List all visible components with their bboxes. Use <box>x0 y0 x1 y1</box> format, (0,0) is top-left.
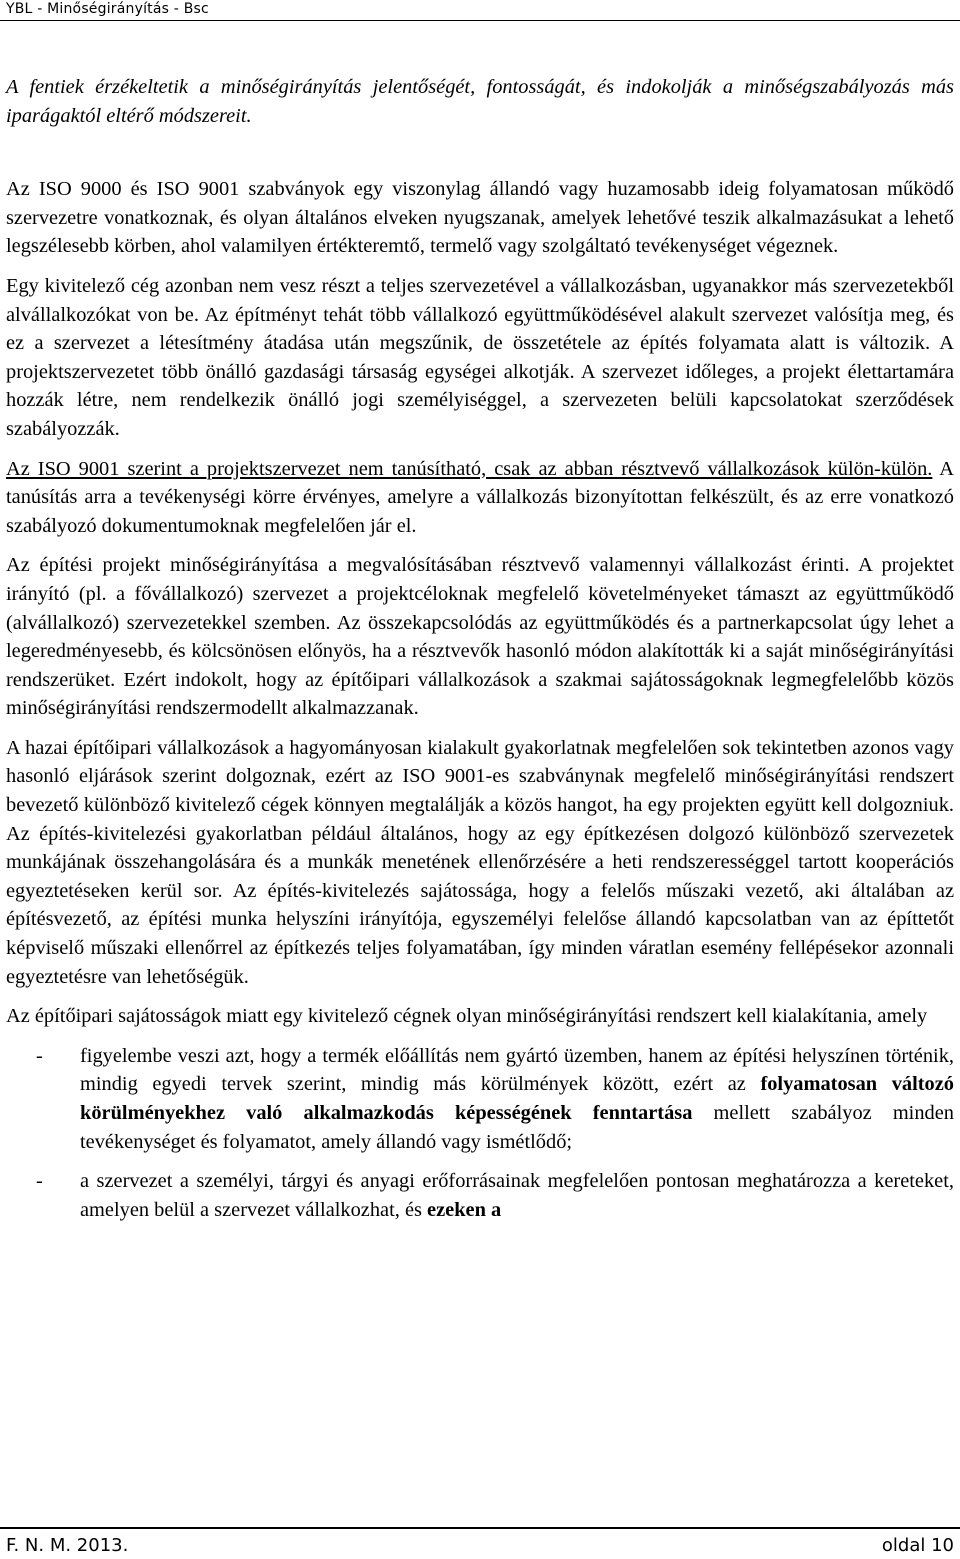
paragraph-requirements-intro: Az építőipari sajátosságok miatt egy kivitelező cégnek olyan minőségirányítási rendszert kell kialakítania, amely <box>6 1005 928 1028</box>
list-item-emphasis: ezeken a <box>427 1198 502 1221</box>
intro-paragraph: A fentiek érzékeltetik a minőségirányítás jelentőségét, fontosságát, és indokolják a minőségszabályozás más iparágaktól eltérő módszereit. <box>6 76 954 127</box>
list-item-emphasis: folyamatosan változó körülményekhez való alkalmazkodás képességének fenntartása <box>80 1073 954 1124</box>
paragraph-iso-scope: Az ISO 9000 és ISO 9001 szabványok egy viszonylag állandó vagy huzamosabb ideig folyamatosan működő szervezetre vonatkoznak, és olyan általános elveken nyugszanak, amelyek lehetővé teszik alkalmazásukat a lehető legszélesebb körben, ahol valamilyen értékteremtő, termelő vagy szolgáltató tevékenységet végeznek. <box>6 178 954 258</box>
paragraph-project-organization: Egy kivitelező cég azonban nem vesz részt a teljes szervezetével a vállalkozásban, ugyanakkor más szervezetekből alvállalkozókat von be. Az építményt tehát több vállalkozó együttműködésével alakult szervezet valósítja meg, és ez a szervezet a létesítmény átadása után megszűnik, de összetétele az építés folyamata alatt is változik. A projektszervezetet több önálló gazdasági társaság egységei alkotják. A szervezet időleges, a projekt élettartamára hozzák létre, nem rendelkezik önálló jogi személyiséggel, a szervezeten belüli kapcsolatokat szerződések szabályozzák. <box>6 274 954 440</box>
paragraph-project-quality: Az építési projekt minőségirányítása a megvalósításában résztvevő valamennyi vállalkozást érinti. A projektet irányító (pl. a fővállalkozó) szervezet a projektcéloknak megfelelő követelményeket támaszt az együttműködő (alvállalkozó) szervezetekkel szemben. Az összekapcsolódás az együttműködés és a partnerkapcsolat úgy lehet a legeredményesebb, és kölcsönösen előnyös, ha a résztvevők hasonló módon alakították ki a saját minőségirányítási rendszerüket. Ezért indokolt, hogy az építőipari vállalkozások a szakmai sajátosságoknak legmegfelelőbb közös minőségirányítási rendszermodellt alkalmazzanak. <box>6 554 954 720</box>
footer-author-year: F. N. M. 2013. <box>6 1535 129 1556</box>
page-number: oldal 10 <box>881 1535 954 1556</box>
list-item <box>6 1042 954 1156</box>
document-body <box>6 73 954 1235</box>
list-dash: - <box>36 1170 43 1193</box>
running-header: YBL - Minőségirányítás - Bsc <box>6 1 209 17</box>
list-item <box>6 1167 954 1224</box>
header-divider <box>0 20 960 21</box>
paragraph-certification <box>6 455 954 541</box>
list-dash: - <box>36 1044 43 1067</box>
footer-divider <box>0 1527 960 1529</box>
requirements-list <box>6 1042 954 1225</box>
underlined-statement: Az ISO 9001 szerint a projektszervezet nem tanúsítható, csak az abban résztvevő vállalkozások külön-külön. <box>6 457 933 480</box>
list-item-text: figyelembe veszi azt, hogy a termék előállítás nem gyártó üzemben, hanem az építési helyszínen történik, mindig egyedi tervek szerint, mindig más körülmények között, ezért az <box>80 1044 954 1096</box>
list-item-text: a szervezet a személyi, tárgyi és anyagi erőforrásainak megfelelően pontosan meghatározza a kereteket, amelyen belül a szervezet vállalkozhat, és <box>80 1170 954 1221</box>
certification-text: A tanúsítás arra a tevékenységi körre érvényes, amelyre a vállalkozás bizonyítottan felkészült, és az erre vonatkozó szabályozó dokumentumoknak megfelelően jár el. <box>6 457 954 537</box>
paragraph-domestic-practice: A hazai építőipari vállalkozások a hagyományosan kialakult gyakorlatnak megfelelően sok tekintetben azonos vagy hasonló eljárások szerint dolgoznak, ezért az ISO 9001-es szabványnak megfelelő minőségirányítási rendszert bevezető különböző kivitelező cégek könnyen megtalálják a közös hangot, ha egy projekten együtt kell dolgozniuk. Az építés-kivitelezési gyakorlatban például általános, hogy az egy építkezésen dolgozó különböző szervezetek munkájának összehangolására és a munkák menetének ellenőrzésére a heti rendszerességgel tartott kooperációs egyeztetéseken kerül sor. Az építés-kivitelezés sajátossága, hogy a felelős műszaki vezető, aki általában az építésvezető, az építési munka helyszíni irányítója, egyszemélyi felelőse állandó kapcsolatban van az építtetőt képviselő műszaki ellenőrrel az építkezés teljes folyamatában, így minden váratlan esemény fellépésekor azonnali egyeztetésre van lehetőségük. <box>6 736 954 988</box>
list-item-text: mellett szabályoz minden tevékenységet és folyamatot, amely állandó vagy ismétlődő; <box>80 1102 954 1153</box>
